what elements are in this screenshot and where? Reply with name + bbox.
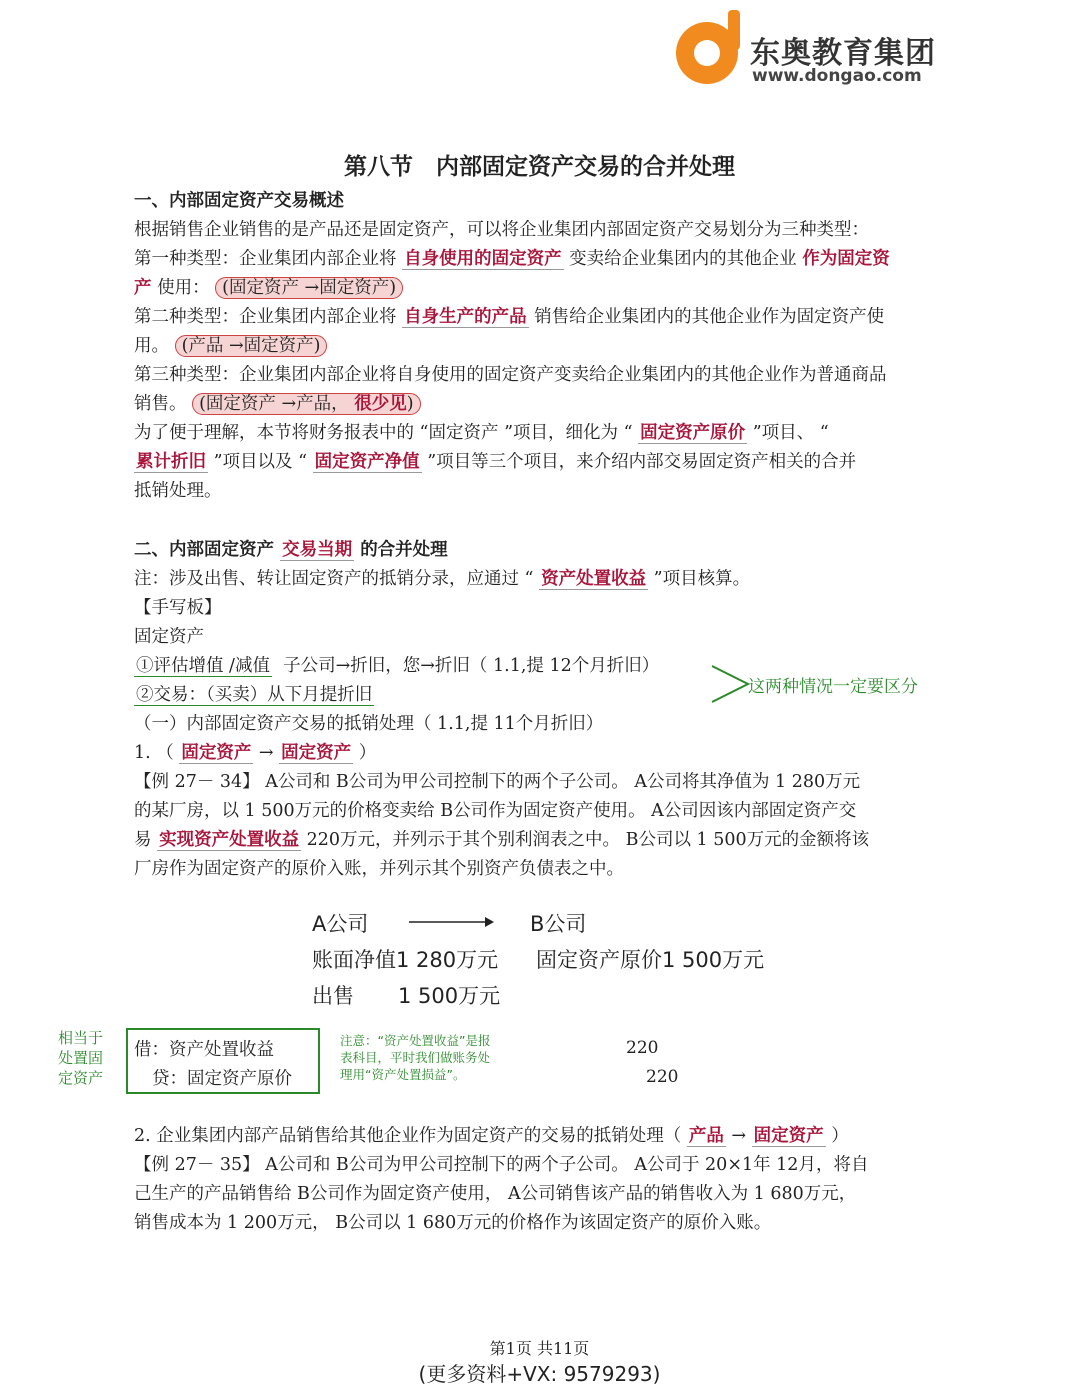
example-34-line-2: 的某厂房，以 1 500万元的价格变卖给 B公司作为固定资产使用。 A公司因该内部固定资产交 (134, 801, 857, 821)
example-35-line-2: 己生产的产品销售给 B公司作为固定资产使用， A公司销售该产品的销售收入为 1 680万元， (134, 1184, 857, 1204)
logo-url: www.dongao.com (752, 66, 922, 86)
example-34-line-4: 厂房作为固定资产的原价入账，并列示其个别资产负债表之中。 (134, 859, 624, 879)
type-1-line-2: 产 使用： (固定资产 →固定资产) (134, 277, 403, 299)
case-1: ①评估增值 /减值 子公司→折旧，您→折旧（ 1.1,提 12个月折旧） (136, 656, 660, 676)
entry-note: 注意：“资产处置收益”是报 表科目，平时我们做账务处 理用“资产处置损益”。 (340, 1033, 491, 1082)
page-number: 第1页 共11页 (489, 1339, 590, 1358)
page-title: 第八节 内部固定资产交易的合并处理 (344, 154, 735, 180)
debit-amount: 220 (626, 1038, 659, 1058)
s1-intro: 根据销售企业销售的是产品还是固定资产，可以将企业集团内部固定资产交易划分为三种类型： (134, 220, 869, 240)
type-3-line-1: 第三种类型：企业集团内部企业将自身使用的固定资产变卖给企业集团内的其他企业作为普通商品 (134, 365, 887, 385)
debit-line: 借：资产处置收益 (134, 1040, 274, 1060)
credit-amount: 220 (646, 1067, 679, 1087)
section-2-heading: 二、内部固定资产 交易当期 的合并处理 (134, 540, 448, 560)
logo-brand: 东奥教育集团 (750, 36, 936, 71)
arrow-right-icon (405, 912, 497, 932)
subsection-1: （一）内部固定资产交易的抵销处理（ 1.1,提 11个月折旧） (134, 714, 604, 734)
diagram-sell-amount: 1 500万元 (398, 984, 501, 1008)
diagram-company-a: A公司 (312, 912, 369, 936)
type-1-line-1: 第一种类型：企业集团内部企业将 自身使用的固定资产 变卖给企业集团内的其他企业 作为固定资 (134, 249, 890, 269)
case-2: ②交易：（买卖）从下月提折旧 (136, 685, 373, 705)
diagram-company-b: B公司 (530, 912, 587, 936)
example-34-line-3: 易 实现资产处置收益 220万元，并列示于其个别利润表之中。 B公司以 1 500万元的金额将该 (134, 830, 870, 850)
board-label: 【手写板】 (134, 598, 222, 618)
type-3-line-2: 销售。 (固定资产 →产品， 很少见) (134, 393, 421, 415)
item-2: 2. 企业集团内部产品销售给其他企业作为固定资产的交易的抵销处理（ 产品 → 固定资产 ） (134, 1126, 849, 1146)
diagram-original-value: 固定资产原价1 500万元 (536, 948, 765, 972)
example-35-line-1: 【例 27－ 35】 A公司和 B公司为甲公司控制下的两个子公司。 A公司于 20×1年 12月，将自 (134, 1155, 869, 1175)
handwritten-note: 这两种情况一定要区分 (748, 677, 918, 697)
diagram-sell: 出售 (312, 984, 354, 1008)
fixed-asset-label: 固定资产 (134, 627, 204, 647)
s2-note: 注：涉及出售、转让固定资产的抵销分录，应通过 “ 资产处置收益 ”项目核算。 (134, 569, 751, 589)
para-1-line-2: 累计折旧 ”项目以及 “ 固定资产净值 ”项目等三个项目，来介绍内部交易固定资产相关的合并 (136, 452, 857, 472)
type-2-line-1: 第二种类型：企业集团内部企业将 自身生产的产品 销售给企业集团内的其他企业作为固定资产使 (134, 307, 885, 327)
example-35-line-3: 销售成本为 1 200万元， B公司以 1 680万元的价格作为该固定资产的原价入账。 (134, 1213, 772, 1233)
para-1-line-1: 为了便于理解，本节将财务报表中的 “固定资产 ”项目，细化为 “ 固定资产原价 ”项目、 “ (134, 423, 829, 443)
credit-line: 贷：固定资产原价 (152, 1069, 292, 1089)
side-note: 相当于 处置固 定资产 (58, 1029, 104, 1087)
diagram-net-value: 账面净值1 280万元 (312, 948, 499, 972)
item-1: 1. （ 固定资产 → 固定资产 ） (134, 743, 377, 763)
logo-mark-icon (728, 10, 740, 50)
section-1-heading: 一、内部固定资产交易概述 (134, 191, 344, 211)
type-2-line-2: 用。 (产品 →固定资产) (134, 335, 327, 357)
para-1-line-3: 抵销处理。 (134, 481, 222, 501)
example-34-line-1: 【例 27－ 34】 A公司和 B公司为甲公司控制下的两个子公司。 A公司将其净值为 1 280万元 (134, 772, 861, 792)
promo-text: (更多资料+VX: 9579293) (418, 1362, 661, 1386)
